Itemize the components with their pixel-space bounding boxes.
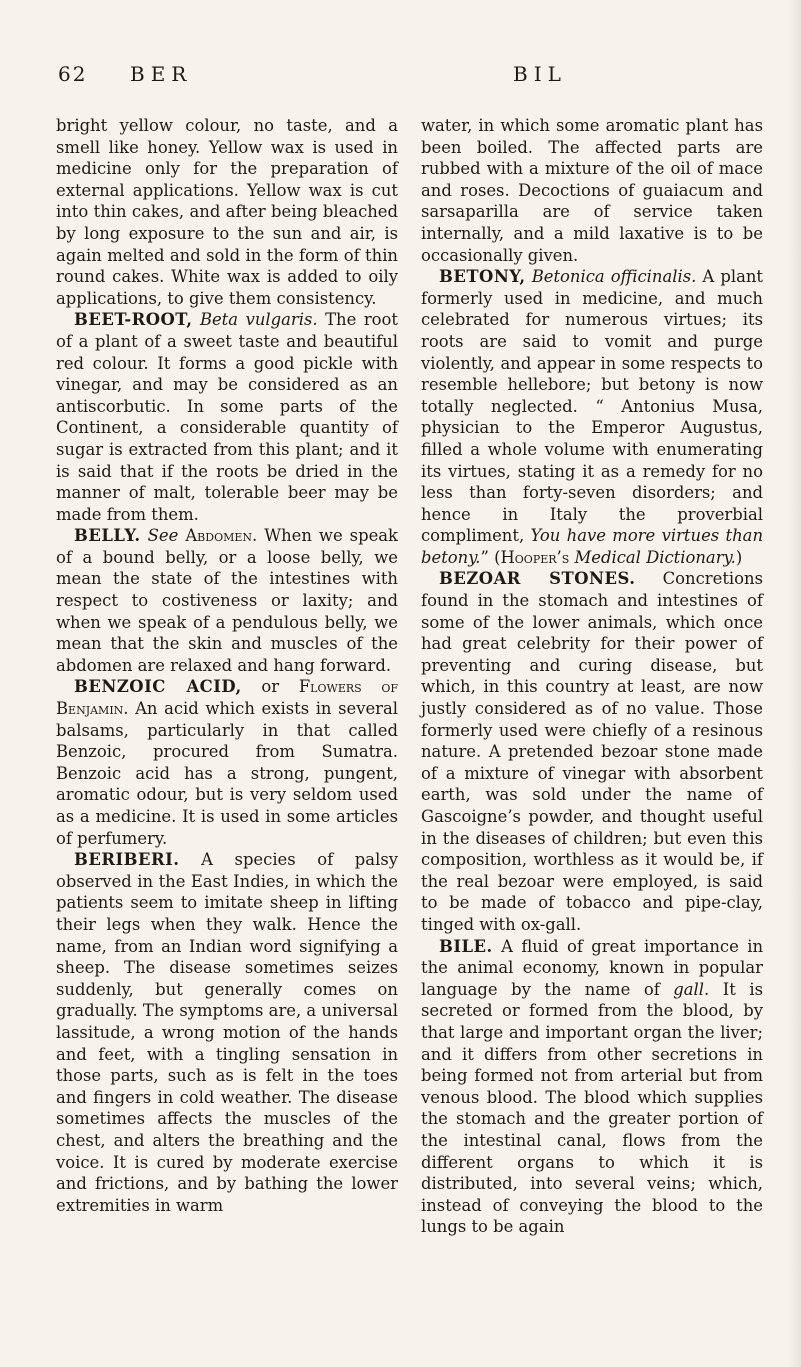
paren-close: ) [735, 547, 743, 567]
entry-body-cont: It is secreted or formed from the blood, by that large and important organ the liver; and it differs from other secretions in being formed not from arterial but from venous blood. The blood which supplies the stomach and the greater portion of the intestinal canal, flows from the different organs to which it is distributed, into several veins; which, instead of conveying the blood to the lungs to be again [421, 979, 764, 1237]
headword: BEET-ROOT, [74, 310, 193, 330]
entry-body: Concretions found in the stomach and intestines of some of the lower animals, which once had great celebrity for their power of preventing and curing disease, but which, in this country at least, are now justly considered as of no value. Those formerly used were chiefly of a resinous nature. A pretended bezoar stone made of a mixture of vinegar with absorbent earth, was sold under the name of Gascoigne’s powder, and thought useful in the diseases of children; but even this composition, worthless as it would be, if the real bezoar were employed, is said to be made of tobacco and pipe-clay, tinged with ox-gall. [421, 569, 763, 934]
continued-paragraph: water, in which some aromatic plant has been boiled. The affected parts are rubbed with a mixture of the oil of mace and roses. Decoctions of guaiacum and sarsaparilla are of service taken internally, and a mild laxative is to be occasionally given. [421, 116, 763, 265]
entry-body: When we speak of a bound belly, or a loose belly, we mean the state of the intestines with respect to costiveness or laxity; and when we speak of a pendulous belly, we mean that the skin and muscles of the abdomen are relaxed and hang forward. [56, 526, 398, 675]
right-column [421, 115, 763, 1238]
headword: BILE. [439, 936, 493, 956]
cross-reference: Abdomen. [185, 526, 258, 546]
latin-name: Beta vulgaris. [199, 310, 318, 330]
headword: BERIBERI. [74, 850, 180, 870]
see-word: See [140, 526, 186, 546]
entry-betony [421, 266, 763, 568]
source-author: Hooper’s [500, 547, 570, 567]
continued-paragraph: bright yellow colour, no taste, and a smell like honey. Yellow wax is used in medicine only for the preparation of external applications. Yellow wax is cut into thin cakes, and after being bleached by long exposure to the sun and air, is again melted and sold in the form of thin round cakes. White wax is added to oily applications, to give them consistency. [56, 116, 398, 308]
entry-body: The root of a plant of a sweet taste and beautiful red colour. It forms a good pickle with vinegar, and may be considered as an antiscorbutic. In some parts of the Continent, a considerable quantity of sugar is extracted from this plant; and it is said that if the roots be dried in the manner of malt, tolerable beer may be made from them. [56, 310, 398, 524]
entry-belly [56, 525, 398, 676]
entry-beet-root [56, 309, 398, 525]
source-title: Medical Dictionary. [574, 547, 736, 567]
running-header [58, 62, 743, 96]
alternate-name: Flowers of Benjamin. [56, 677, 398, 719]
entry-benzoic-acid [56, 676, 398, 849]
or-word: or [241, 677, 299, 697]
entry-bile [421, 936, 763, 1238]
left-column [56, 115, 398, 1216]
page-edge-shadow [787, 0, 801, 1367]
latin-name: Betonica officinalis. [531, 267, 697, 287]
headword: BETONY, [439, 267, 526, 287]
left-running-head: BER [130, 62, 193, 86]
quote-close: ” ( [480, 547, 501, 567]
entry-bezoar-stones [421, 568, 763, 935]
headword: BENZOIC ACID, [74, 677, 242, 697]
entry-body: An acid which exists in several balsams, particularly in that called Benzoic, procured from Sumatra. Benzoic acid has a strong, pungent, aromatic odour, but is very seldom used as a medicine. It is used in some articles of perfumery. [56, 699, 398, 848]
page-number: 62 [58, 62, 88, 86]
entry-body: A species of palsy observed in the East Indies, in which the patients seem to imitate sheep in lifting their legs when they walk. Hence the name, from an Indian word signifying a sheep. The disease sometimes seizes suddenly, but generally comes on gradually. The symptoms are, a universal lassitude, a wrong motion of the hands and feet, with a tingling sensation in those parts, such as is felt in the toes and fingers in cold weather. The disease sometimes affects the muscles of the chest, and alters the breathing and the voice. It is cured by moderate exercise and frictions, and by bathing the lower extremities in warm [56, 850, 398, 1215]
right-running-head: BIL [513, 62, 567, 86]
headword: BEZOAR STONES. [439, 569, 636, 589]
entry-body: A plant formerly used in medicine, and much celebrated for numerous virtues; its roots are said to vomit and purge violently, and appear in some respects to resemble hellebore; but betony is now totally neglected. “ Antonius Musa, physician to the Emperor Augustus, filled a whole volume with enumerating its virtues, stating it as a remedy for no less than forty-seven disorders; and hence in Italy the proverbial compliment, [421, 267, 763, 546]
proverb-quote: You have more virtues than betony. [421, 526, 763, 567]
entry-beriberi [56, 849, 398, 1216]
italic-term: gall. [673, 979, 710, 999]
entry-body: A fluid of great importance in the animal economy, known in popular language by the name of [421, 936, 763, 999]
headword: BELLY. [74, 526, 141, 546]
